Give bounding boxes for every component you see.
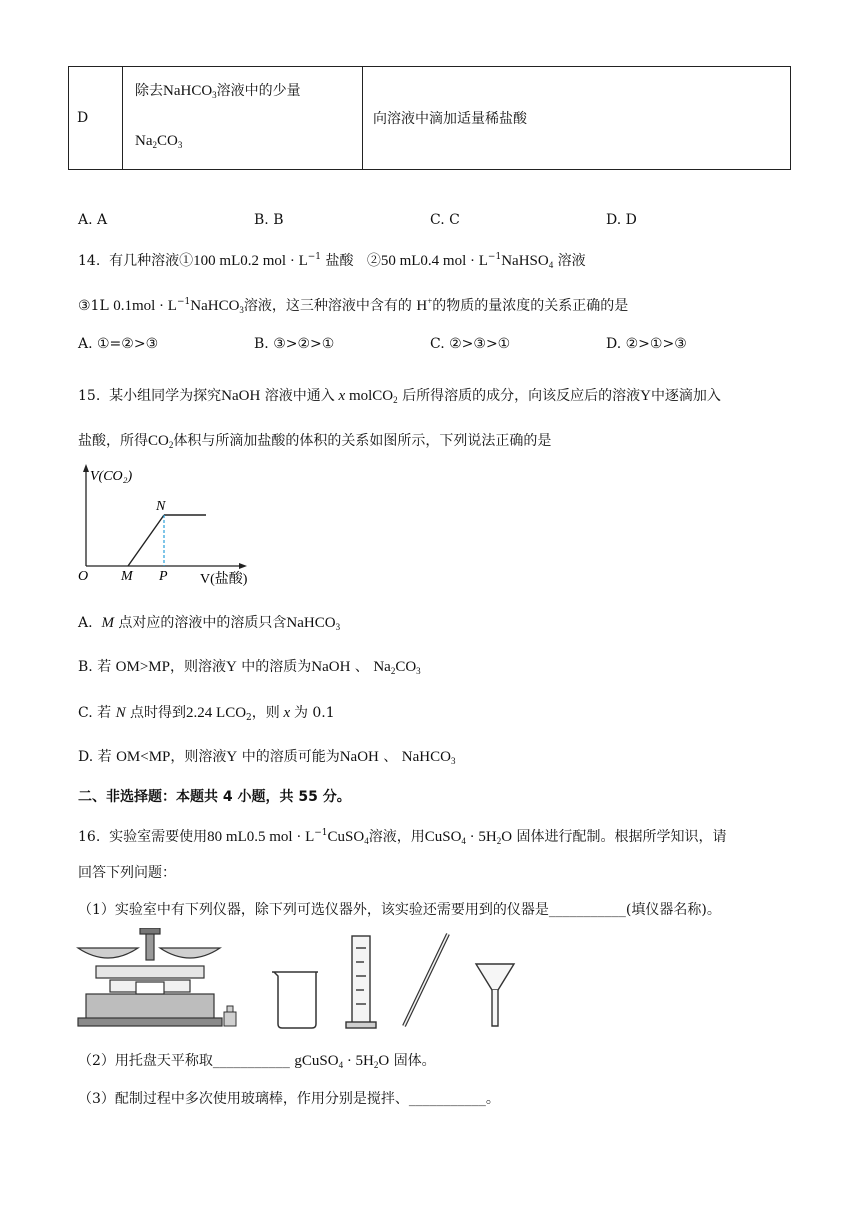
q14-option-c: C. ②>③>① [430,336,511,352]
q15-co2-graph [72,462,262,588]
section-2-heading: 二、非选择题：本题共 4 小题，共 55 分。 [78,789,351,805]
q13-option-d: D. D [606,212,637,228]
q16-part2: （2）用托盘天平称取___________ gCuSO$_4$ · $5H_2O$ 固体。 [78,1053,436,1070]
q15-stem-line1: 15. 某小组同学为探究NaOH 溶液中通入 x molCO$_2$ 后所得溶质的成分，向该反应后的溶液Y中逐滴加入 [78,388,721,405]
q15-option-b: B. 若 OM>MP，则溶液Y 中的溶质为NaOH 、 $Na_2CO_3$ [78,659,421,676]
rising-line [128,515,164,566]
x-axis-label: V(盐酸) [200,572,248,587]
point-m-label: M [121,569,133,584]
tray-balance-icon [78,928,222,1026]
row-purpose: 除去NaHCO$_3$溶液中的少量 $Na_2CO_3$ [123,67,363,170]
graduated-cylinder-icon [346,936,376,1028]
weights-icon [224,1006,236,1026]
row-method: 向溶液中滴加适量稀盐酸 [363,67,791,170]
q13-option-c: C. C [430,212,460,228]
q16-part1: （1）实验室中有下列仪器，除下列可选仪器外，该实验还需要用到的仪器是___________(填仪器名称)。 [78,902,721,918]
y-axis-arrow [83,464,89,472]
point-n-label: N [156,499,166,514]
point-p-label: P [159,569,168,584]
beaker-icon [272,972,318,1028]
q13-option-a: A. A [78,212,108,228]
y-axis-label: V(CO₂) [90,469,133,484]
q15-option-d: D. 若 OM<MP，则溶液Y 中的溶质可能为NaOH 、 NaHCO$_3$ [78,749,456,766]
origin-label: O [78,569,89,584]
q14-stem-line2: ③1L $0.1mol \cdot L^{-1}NaHCO_3$溶液，这三种溶液中含有的 H+的物质的量浓度的关系正确的是 [78,296,629,315]
row-label: D [69,67,123,170]
q14-stem-line1: 14. 有几种溶液①100 mL0.2 mol · $L^{-1}$ 盐酸 ②50 mL0.4 mol · $L^{-1}NaHSO_4$ 溶液 [78,252,586,270]
q15-option-a: A. M 点对应的溶液中的溶质只含NaHCO$_3$ [78,615,341,632]
q14-option-b: B. ③>②>① [254,336,335,352]
experiment-table-row-d [68,66,791,170]
glass-rod-icon [404,934,448,1026]
q16-stem-line2: 回答下列问题： [78,865,176,881]
q16-stem-line1: 16. 实验室需要使用80 mL0.5 mol · $L^{-1}CuSO_4$溶液，用CuSO$_4$ · $5H_2O$ 固体进行配制。根据所学知识，请 [78,828,727,846]
apparatus-illustrations [74,928,536,1032]
funnel-icon [476,964,514,1026]
q15-stem-line2: 盐酸，所得$CO_2$体积与所滴加盐酸的体积的关系如图所示，下列说法正确的是 [78,433,552,450]
q13-option-b: B. B [254,212,284,228]
q14-option-a: A. ①=②>③ [78,336,159,352]
x-axis-arrow [239,563,247,569]
q16-part3: （3）配制过程中多次使用玻璃棒，作用分别是搅拌、___________。 [78,1091,500,1107]
q15-option-c: C. 若 N 点时得到2.24 $LCO_2$，则 x 为 0.1 [78,705,335,723]
q14-option-d: D. ②>①>③ [606,336,687,352]
